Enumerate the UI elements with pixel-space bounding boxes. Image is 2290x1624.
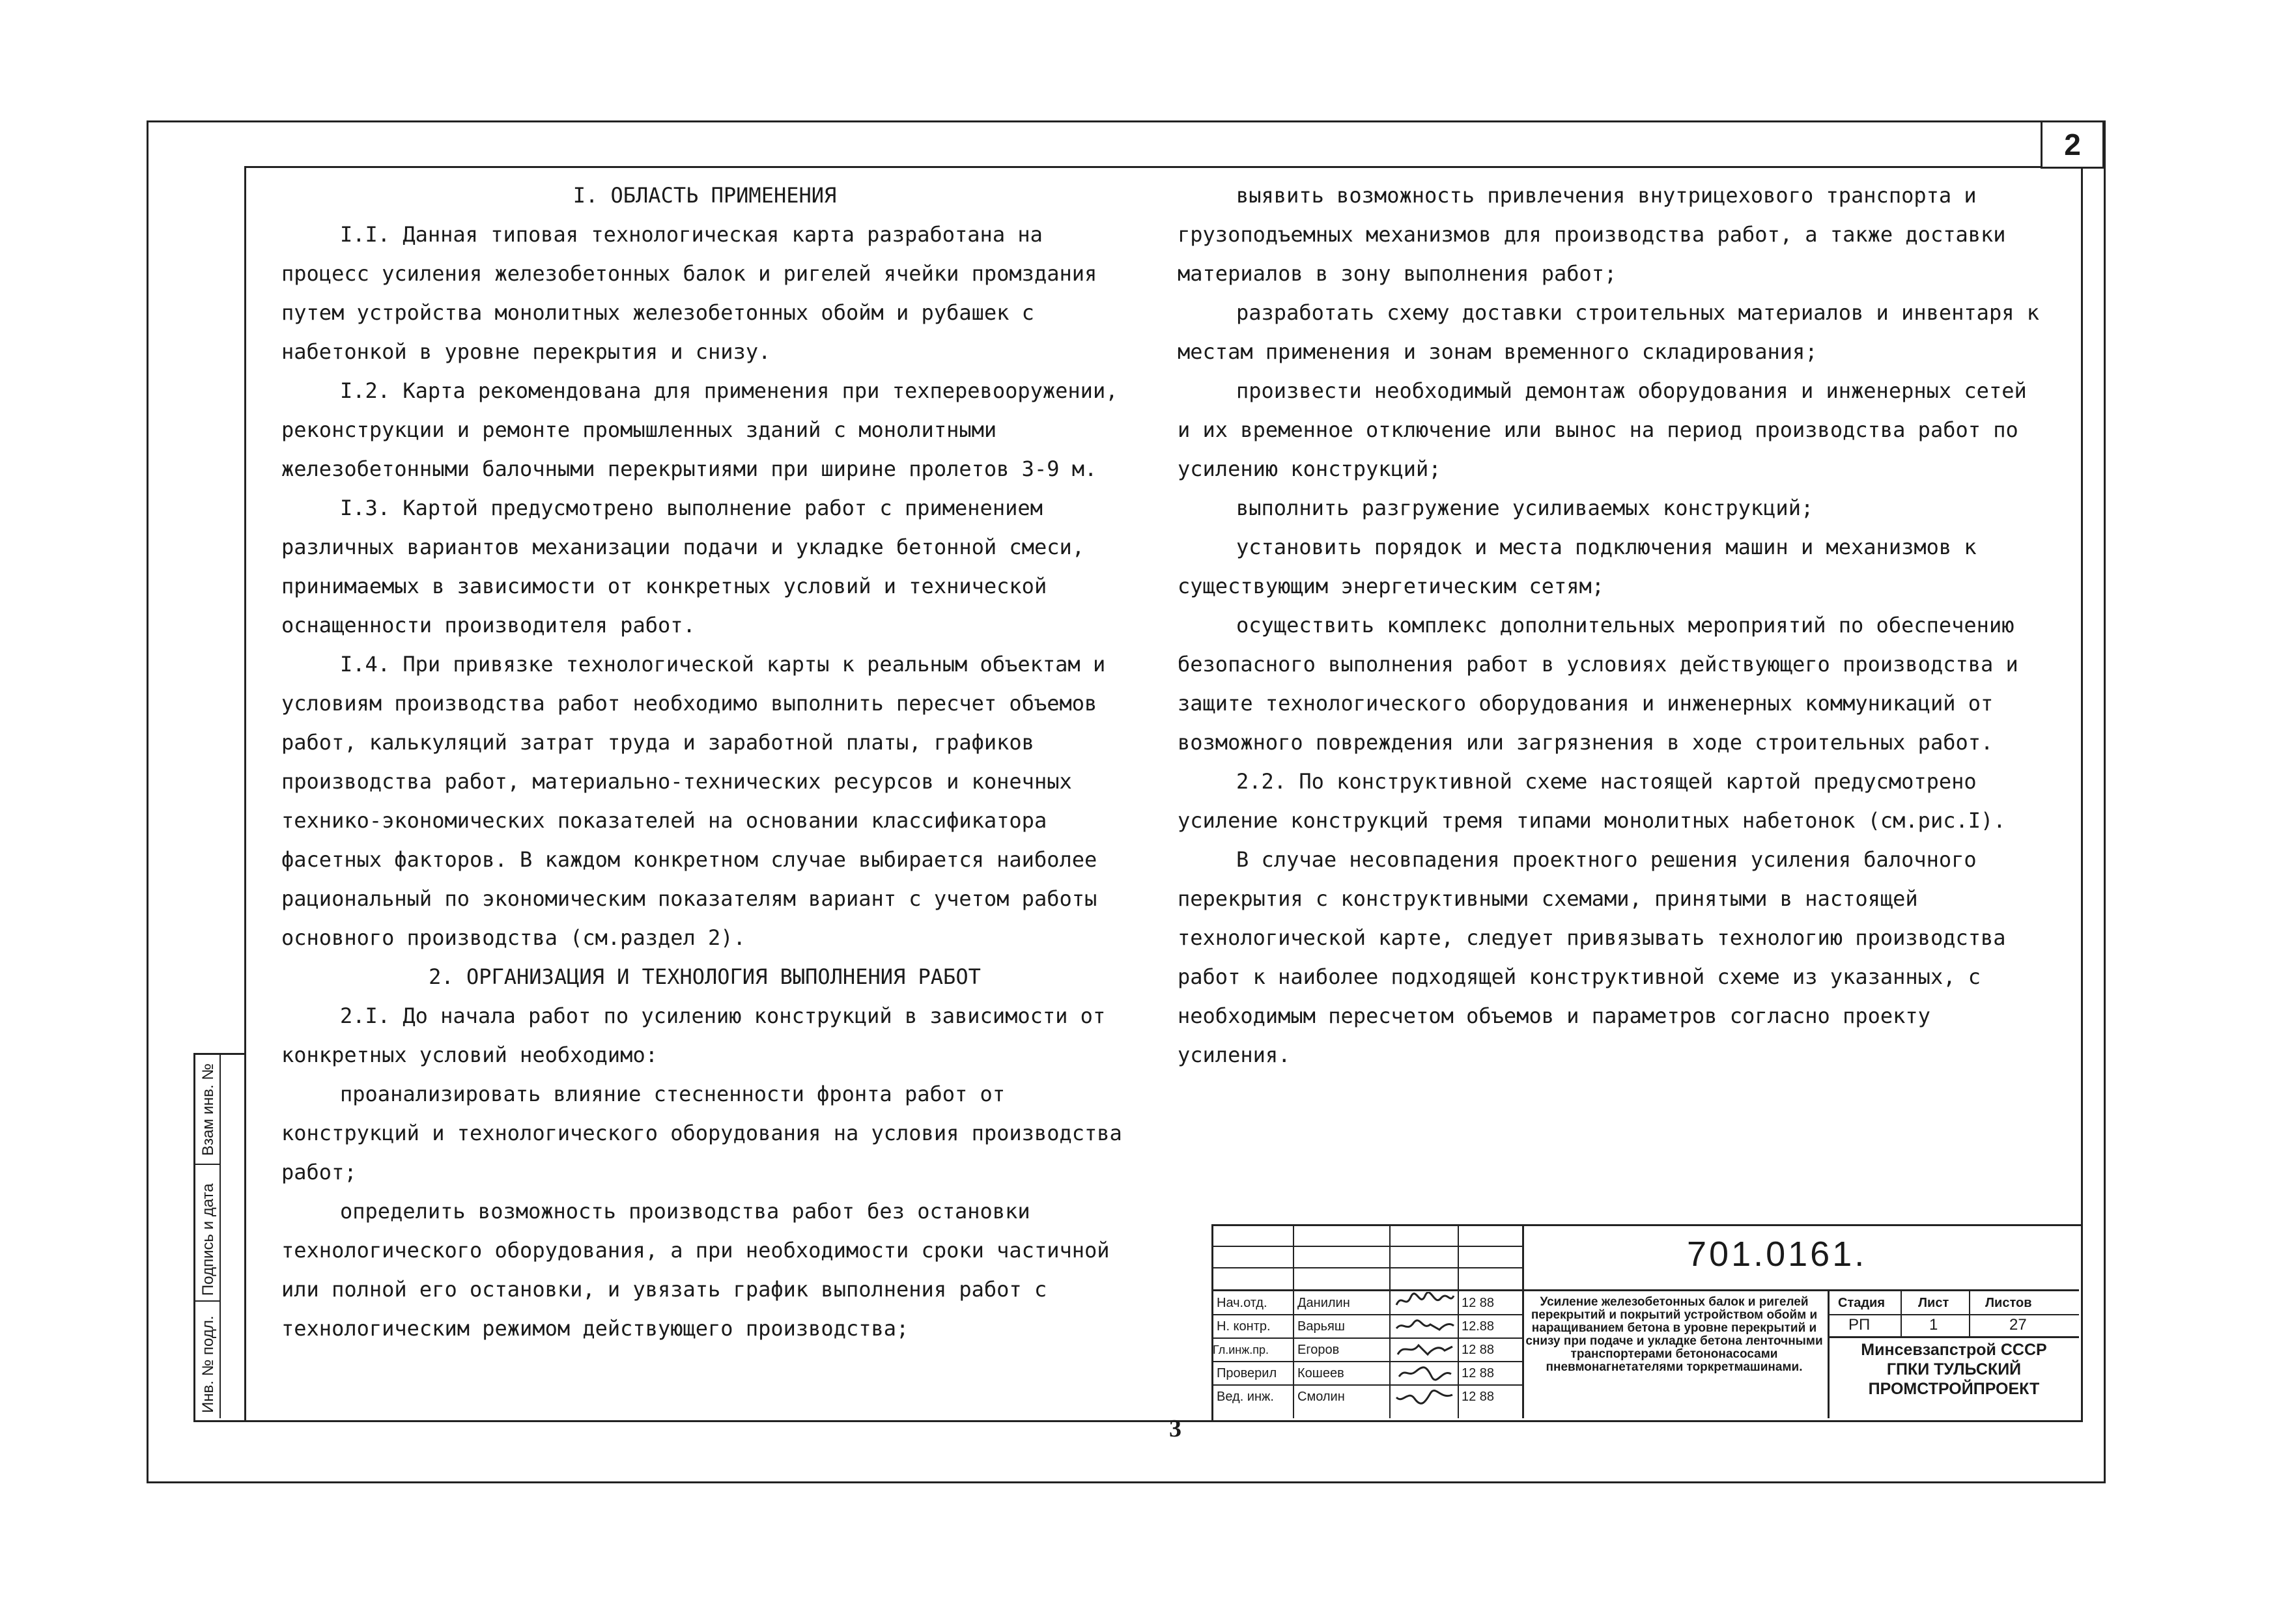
date-1: 12 88	[1462, 1296, 1495, 1310]
section1-heading: I. ОБЛАСТЬ ПРИМЕНЕНИЯ	[572, 183, 837, 208]
stage-value: РП	[1848, 1316, 1871, 1334]
paragraph-1-2: I.2. Карта рекомендована для применения при техперевооружении, реконструкции и ремонте промышленных зданий с монолитными железобетонными балочными перекрытиями при ширине пролетов 3-9 м.	[281, 378, 1118, 481]
signature-2	[1394, 1317, 1456, 1335]
signature-3	[1394, 1340, 1456, 1358]
sheets-label: Листов	[1985, 1296, 2032, 1310]
page-number: 3	[1169, 1415, 1181, 1442]
role-norm-control: Н. контр.	[1217, 1319, 1271, 1334]
item-safety: осуществить комплекс дополнительных мероприятий по обеспечению безопасного выполнения работ в условиях действующего производства и защите технологического оборудования и инженерных коммуникаций от возможного повреждения или загрязнения в ходе строительных работ.	[1178, 613, 2018, 755]
org-ministry: Минсевзапстрой СССР	[1861, 1341, 2047, 1359]
name-danilin: Данилин	[1297, 1296, 1350, 1310]
name-egorov: Егоров	[1297, 1343, 1340, 1357]
organization	[1829, 1340, 2079, 1399]
role-head: Нач.отд.	[1217, 1296, 1267, 1310]
item-delivery: разработать схему доставки строительных материалов и инвентаря к местам применения и зонам временного складирования;	[1178, 300, 2039, 364]
right-column	[1178, 176, 2050, 1074]
date-3: 12 88	[1462, 1343, 1495, 1357]
side-label-inv: Инв. № подл.	[199, 1315, 217, 1413]
signature-5	[1394, 1387, 1456, 1405]
paragraph-2-1b: определить возможность производства работ без остановки технологического оборудования, а при необходимости сроки частичной или полной его остановки, и увязать график выполнения работ с технологическим режимом действующего производства;	[281, 1199, 1110, 1341]
sheets-value: 27	[2009, 1316, 2027, 1334]
date-5: 12 88	[1462, 1390, 1495, 1404]
paragraph-1-3: I.3. Картой предусмотрено выполнение работ с применением различных вариантов механизации подачи и укладке бетонной смеси, принимаемых в зависимости от конкретных условий и технической оснащенности производителя работ.	[281, 496, 1084, 637]
sheet-value: 1	[1929, 1316, 1938, 1334]
paragraph-2-3: В случае несовпадения проектного решения усиления балочного перекрытия с конструктивными схемами, принятыми в настоящей технологической карте, следует привязывать технологию производства работ к наиболее подходящей конструктивной схеме из указанных, с необходимым пересчетом объемов и параметров согласно проекту усиления.	[1178, 847, 2006, 1067]
paragraph-2-2: 2.2. По конструктивной схеме настоящей картой предусмотрено усиление конструкций тремя типами монолитных набетонок (см.рис.I).	[1178, 769, 2006, 833]
paragraph-1-1: I.I. Данная типовая технологическая карта разработана на процесс усиления железобетонных балок и ригелей ячейки промздания путем устройства монолитных железобетонных обойм и рубашек с набетонкой в уровне перекрытия и снизу.	[281, 222, 1097, 364]
item-unloading: выполнить разгружение усиливаемых конструкций;	[1236, 496, 1814, 520]
item-transport: выявить возможность привлечения внутрицехового транспорта и грузоподъемных механизмов для производства работ, а также доставки материалов в зону выполнения работ;	[1178, 183, 2006, 286]
role-lead-engineer: Вед. инж.	[1217, 1390, 1274, 1404]
paragraph-2-1a: проанализировать влияние стесненности фронта работ от конструкций и технологического оборудования на условия производства работ;	[281, 1082, 1122, 1184]
sheet-number: 2	[2041, 120, 2104, 169]
side-label-sign: Подпись и дата	[199, 1183, 217, 1296]
org-institute: ГПКИ ТУЛЬСКИЙ	[1886, 1360, 2022, 1379]
name-varyash: Варьяш	[1297, 1319, 1345, 1334]
section2-heading: 2. ОРГАНИЗАЦИЯ И ТЕХНОЛОГИЯ ВЫПОЛНЕНИЯ РАБОТ	[429, 964, 981, 989]
name-kosheev: Кошеев	[1297, 1366, 1344, 1380]
date-4: 12 88	[1462, 1366, 1495, 1380]
document-code: 701.0161.	[1687, 1235, 1867, 1274]
signature-1	[1394, 1292, 1456, 1310]
left-column	[281, 176, 1128, 1348]
signature-4	[1394, 1364, 1456, 1382]
date-2: 12.88	[1462, 1319, 1495, 1334]
role-chief-engineer: Гл.инж.пр.	[1213, 1343, 1269, 1356]
role-checked: Проверил	[1217, 1366, 1277, 1380]
paragraph-1-4: I.4. При привязке технологической карты к реальным объектам и условиям производства работ необходимо выполнить пересчет объемов работ, калькуляций затрат труда и заработной платы, графиков производства работ, материально-технических ресурсов и конечных технико-экономических показателей на основании классификатора фасетных факторов. В каждом конкретном случае выбирается наиболее рациональный по экономическим показателям вариант с учетом работы основного производства (см.раздел 2).	[281, 652, 1106, 950]
stage-label: Стадия	[1838, 1296, 1886, 1310]
drawing-title: Усиление железобетонных балок и ригелей перекрытий и покрытий устройством обойм и наращиванием бетона в уровне перекрытий и снизу при подаче и укладке бетона ленточными транспортерами бетононасосами пневмонагнетателями торкретмашинами.	[1525, 1295, 1823, 1374]
name-smolin: Смолин	[1297, 1390, 1345, 1404]
org-name: ПРОМСТРОЙПРОЕКТ	[1868, 1380, 2040, 1398]
side-label-replace: Взам инв. №	[199, 1063, 217, 1156]
item-dismantling: произвести необходимый демонтаж оборудования и инженерных сетей и их временное отключение или вынос на период производства работ по усилению конструкций;	[1178, 378, 2027, 481]
paragraph-2-1: 2.I. До начала работ по усилению конструкций в зависимости от конкретных условий необходимо:	[281, 1003, 1106, 1067]
sheet-label: Лист	[1918, 1296, 1949, 1310]
item-connection: установить порядок и места подключения машин и механизмов к существующим энергетическим сетям;	[1178, 535, 1977, 598]
